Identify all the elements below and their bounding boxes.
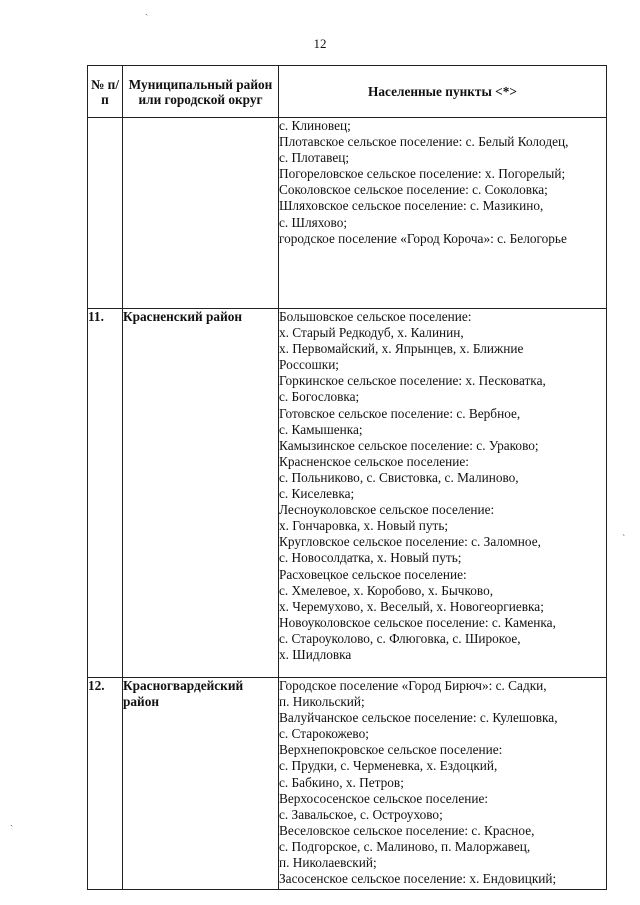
place-line: Верхнепокровское сельское поселение: (279, 742, 503, 758)
place-line: Валуйчанское сельское поселение: с. Кулешовка, (279, 710, 558, 726)
place-line: п. Николаевский; (279, 855, 377, 871)
place-line: Веселовское сельское поселение: с. Красное, (279, 822, 535, 838)
place-line: Новоуколовское сельское поселение: с. Каменка, (279, 614, 556, 630)
place-line: Городское поселение «Город Бирюч»: с. Садки, (279, 678, 547, 693)
place-line: Красненское сельское поселение: (279, 453, 469, 469)
table-header-row (88, 66, 607, 118)
place-line: с. Клиновец; (279, 118, 351, 133)
place-line: п. Никольский; (279, 694, 365, 710)
place-line: Россошки; (279, 357, 340, 373)
place-line: Верхососенское сельское поселение: (279, 790, 489, 806)
place-line: с. Прудки, с. Черменевка, х. Ездоцкий, (279, 758, 498, 774)
scan-speck-top: ˏ (145, 5, 149, 16)
row-places (279, 118, 607, 309)
place-line: Погореловское сельское поселение: х. Погорелый; (279, 166, 566, 182)
place-line: х. Шидловка (279, 646, 352, 662)
place-line: Большовское сельское поселение: (279, 309, 472, 324)
table-row (88, 118, 607, 309)
place-line: с. Подгорское, с. Малиново, п. Малоржавец, (279, 838, 531, 854)
page-number: 12 (313, 36, 327, 51)
place-line: с. Староуколово, с. Флюговка, с. Широкое, (279, 630, 521, 646)
place-line: с. Хмелевое, х. Коробово, х. Бычково, (279, 582, 494, 598)
place-line: Плотавское сельское поселение: с. Белый Колодец, (279, 134, 569, 150)
table-row (88, 678, 607, 890)
place-line: х. Первомайский, х. Япрынцев, х. Ближние (279, 341, 524, 357)
place-line: х. Старый Редкодуб, х. Калинин, (279, 325, 464, 341)
place-line: Расховецкое сельское поселение: (279, 566, 467, 582)
scan-speck-right: ˋ (622, 534, 626, 545)
place-line: с. Шляхово; (279, 214, 348, 230)
place-line: Соколовское сельское поселение: с. Соколовка; (279, 182, 548, 198)
place-line: х. Гончаровка, х. Новый путь; (279, 518, 449, 534)
row-district (123, 118, 279, 309)
place-line: Камызинское сельское поселение: с. Ураково; (279, 437, 539, 453)
header-num: № п/п (88, 66, 123, 118)
place-line: с. Киселевка; (279, 486, 355, 502)
place-line: Шляховское сельское поселение: с. Мазикино, (279, 198, 544, 214)
place-line: с. Завальское, с. Остроухово; (279, 806, 443, 822)
place-line: Засосенское сельское поселение: х. Ендовицкий; (279, 871, 557, 887)
row-num: 12. (88, 678, 123, 890)
place-line: городское поселение «Город Короча»: с. Белогорье (279, 230, 567, 246)
settlements-table (87, 65, 607, 890)
place-line: с. Камышенка; (279, 421, 363, 437)
row-places (279, 678, 607, 890)
place-line: с. Богословка; (279, 389, 360, 405)
place-line: х. Черемухово, х. Веселый, х. Новогеоргиевка; (279, 598, 544, 614)
place-line: с. Бабкино, х. Петров; (279, 774, 404, 790)
header-places: Населенные пункты <*> (279, 66, 607, 118)
place-line: с. Плотавец; (279, 150, 350, 166)
header-district: Муниципальный район или городской округ (123, 66, 279, 118)
row-num: 11. (88, 309, 123, 678)
scan-speck-left: ˎ (10, 816, 14, 827)
place-line: с. Новосолдатка, х. Новый путь; (279, 550, 462, 566)
place-line: Готовское сельское поселение: с. Вербное, (279, 405, 521, 421)
place-line: с. Польниково, с. Свистовка, с. Малиново, (279, 469, 519, 485)
row-places (279, 309, 607, 678)
row-district: Красненский район (123, 309, 279, 678)
place-line: Лесноуколовское сельское поселение: (279, 502, 495, 518)
place-line: с. Старокожево; (279, 726, 369, 742)
row-num (88, 118, 123, 309)
place-line: Кругловское сельское поселение: с. Заломное, (279, 534, 541, 550)
place-line: Горкинское сельское поселение: х. Песковатка, (279, 373, 546, 389)
table-row (88, 309, 607, 678)
row-district: Красногвардейский район (123, 678, 279, 890)
